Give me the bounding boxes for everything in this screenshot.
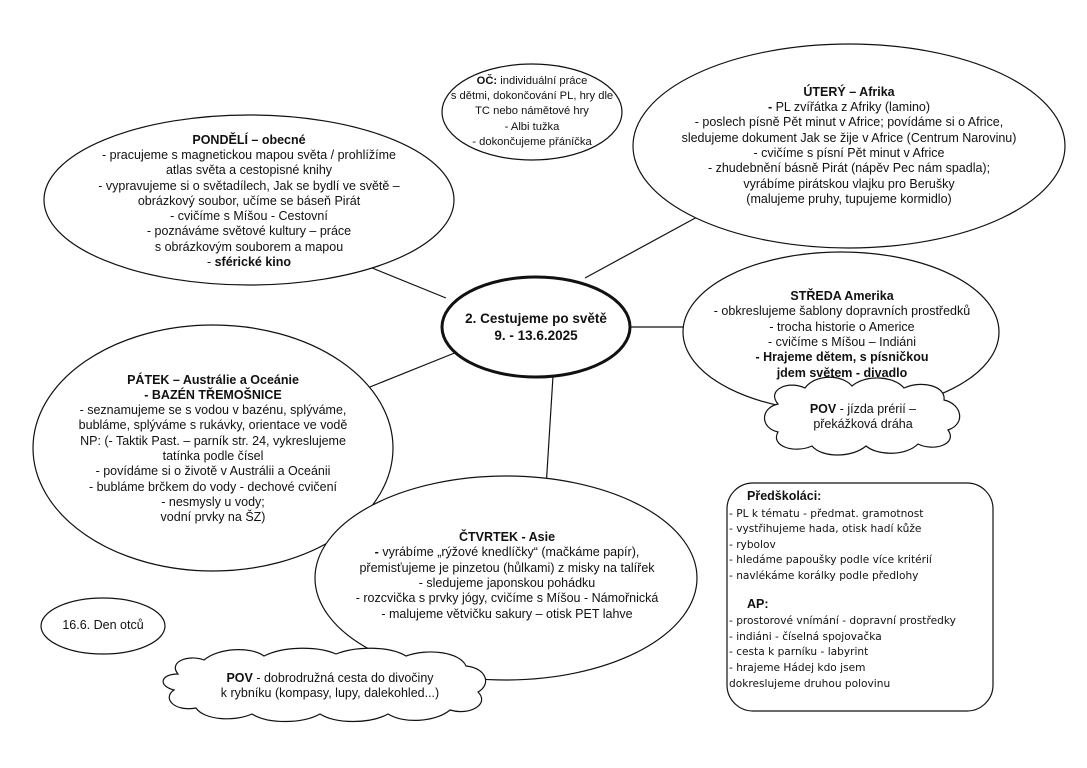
pov-bottom-line2: k rybníku (kompasy, lupy, dalekohled...) bbox=[220, 686, 440, 700]
predskolaci-item: - vystřihujeme hada, otisk hadí kůže bbox=[729, 523, 922, 536]
utery-title: ÚTERÝ – Afrika bbox=[803, 84, 895, 99]
patek-node bbox=[40, 360, 386, 538]
streda-line: - obkreslujeme šablony dopravních prostředků bbox=[713, 304, 971, 319]
utery-first-rest: PL zvířátka z Afriky (lamino) bbox=[775, 100, 931, 115]
ap-item: dokreslujeme druhou polovinu bbox=[729, 677, 891, 690]
pondeli-last-prefix: - bbox=[206, 255, 215, 270]
center-title: 2. Cestujeme po světě bbox=[465, 311, 607, 326]
streda-bold1: - Hrajeme dětem, s písničkou bbox=[755, 350, 929, 365]
ap-title: AP: bbox=[747, 596, 769, 611]
ctvrtek-line: - rozcvička s prvky jógy, cvičíme s Míšou - Námořnická bbox=[355, 591, 659, 606]
center-dates: 9. - 13.6.2025 bbox=[494, 328, 578, 343]
predskolaci-item: - PL k tématu - předmat. gramotnost bbox=[729, 507, 924, 520]
pondeli-line: s obrázkovým souborem a mapou bbox=[154, 239, 344, 254]
predskolaci-title: Předškoláci: bbox=[747, 489, 822, 503]
ctvrtek-title: ČTVRTEK - Asie bbox=[458, 530, 556, 545]
pov-bottom-text bbox=[184, 666, 476, 706]
den-otcu-label: 16.6. Den otců bbox=[62, 618, 144, 633]
patek-title: PÁTEK bbox=[127, 372, 170, 387]
oc-line2: s dětmi, dokončování PL, hry dle bbox=[450, 90, 614, 103]
streda-node bbox=[686, 282, 998, 388]
link-utery bbox=[585, 210, 710, 278]
patek-line: NP: (- Taktik Past. – parník str. 24, vykreslujeme bbox=[80, 433, 346, 448]
oc-line3: TC nebo námětové hry bbox=[475, 105, 589, 118]
predskolaci-panel bbox=[729, 489, 991, 692]
utery-first-prefix: - bbox=[767, 100, 776, 115]
ap-item: - cesta k parníku - labyrint bbox=[729, 646, 869, 659]
ctvrtek-line: - malujeme větvičku sakury – otisk PET lahve bbox=[381, 606, 633, 621]
utery-line: (malujeme pruhy, tupujeme kormidlo) bbox=[746, 191, 952, 206]
pondeli-line: - cvičíme s Míšou - Cestovní bbox=[170, 209, 328, 224]
pov-bottom-label: POV bbox=[226, 670, 253, 685]
ctvrtek-first-rest: vyrábíme „rýžové knedlíčky“ (mačkáme papír), bbox=[382, 545, 640, 560]
pondeli-title: PONDĚLÍ bbox=[192, 132, 248, 147]
streda-line: - trocha historie o Americe bbox=[769, 319, 915, 334]
pondeli-line: - poznáváme světové kultury – práce bbox=[146, 224, 352, 239]
patek-line: - bubláme brčkem do vody - dechové cvičení bbox=[88, 479, 338, 494]
pondeli-last-bold: sférické kino bbox=[214, 255, 292, 270]
pondeli-line: atlas světa a cestopisné knihy bbox=[165, 163, 333, 178]
predskolaci-item: - navlékáme korálky podle předlohy bbox=[729, 569, 919, 582]
pondeli-line: - vypravujeme si o světadílech, Jak se bydlí ve světě – bbox=[98, 178, 400, 193]
streda-line: - cvičíme s Míšou – Indiáni bbox=[768, 335, 916, 349]
den-otcu-node bbox=[44, 614, 162, 638]
patek-line: - povídáme si o životě v Austrálii a Oceánii bbox=[95, 464, 331, 479]
oc-label: OČ: bbox=[476, 74, 498, 87]
ctvrtek-line: - sledujeme japonskou pohádku bbox=[418, 576, 596, 590]
patek-line: tatínka podle čísel bbox=[162, 449, 264, 463]
patek-line: vodní prvky na ŠZ) bbox=[160, 510, 266, 525]
link-ctvrtek bbox=[546, 376, 553, 488]
patek-subtitle: - BAZÉN TŘEMOŠNICE bbox=[144, 387, 282, 402]
utery-line: vyrábíme pirátskou vlajku pro Berušky bbox=[743, 176, 955, 191]
ap-item: - indiáni - číselná spojovačka bbox=[729, 630, 882, 643]
ap-item: - hrajeme Hádej kdo jsem bbox=[729, 661, 866, 674]
patek-line: - seznamujeme se s vodou v bazénu, splýváme, bbox=[79, 403, 347, 418]
oc-line4: - Albi tužka bbox=[504, 120, 560, 133]
pondeli-node bbox=[60, 124, 438, 279]
ctvrtek-node bbox=[326, 522, 688, 630]
utery-node bbox=[640, 78, 1058, 214]
patek-line: - nesmysly u vody; bbox=[161, 494, 265, 509]
ctvrtek-first-prefix: - bbox=[374, 545, 383, 560]
oc-line5: - dokončujeme přáníčka bbox=[472, 135, 592, 148]
ap-item: - prostorové vnímání - dopravní prostředky bbox=[729, 615, 956, 628]
utery-line: - poslech písně Pět minut v Africe; povídáme si o Africe, bbox=[694, 115, 1004, 130]
pov-bottom-line1: - dobrodružná cesta do divočiny bbox=[252, 670, 434, 685]
streda-title: STŘEDA bbox=[790, 289, 842, 304]
utery-line: - cvičíme s písní Pět minut v Africe bbox=[753, 146, 945, 160]
utery-line: - zhudebnění básně Pirát (nápěv Pec nám spadla); bbox=[707, 161, 991, 176]
pov-streda-text bbox=[780, 398, 946, 436]
streda-title-rest: Amerika bbox=[841, 289, 894, 304]
ctvrtek-line: přemisťujeme je pinzetou (hůlkami) z misky na talířek bbox=[359, 560, 655, 575]
pov-streda-label: POV bbox=[809, 401, 837, 416]
pondeli-line: - pracujeme s magnetickou mapou světa / prohlížíme bbox=[102, 147, 396, 162]
patek-line: bubláme, splýváme s rukávky, orientace ve vodě bbox=[78, 418, 348, 433]
pondeli-line: obrázkový soubor, učíme se báseň Pirát bbox=[137, 193, 361, 208]
streda-bold2: jdem světem - divadlo bbox=[776, 365, 908, 380]
utery-line: sledujeme dokument Jak se žije v Africe (Centrum Narovinu) bbox=[681, 130, 1017, 145]
predskolaci-item: - hledáme papoušky podle více kritérií bbox=[729, 554, 932, 567]
pov-streda-line2: překážková dráha bbox=[813, 417, 913, 431]
pondeli-title-rest: – obecné bbox=[247, 132, 306, 147]
predskolaci-item: - rybolov bbox=[729, 538, 776, 551]
patek-title-rest: – Austrálie a Oceánie bbox=[169, 372, 299, 387]
pov-streda-line1: - jízda prérií – bbox=[836, 401, 917, 416]
center-node bbox=[446, 300, 626, 354]
oc-line1: individuální práce bbox=[497, 74, 588, 87]
oc-node bbox=[446, 65, 618, 159]
